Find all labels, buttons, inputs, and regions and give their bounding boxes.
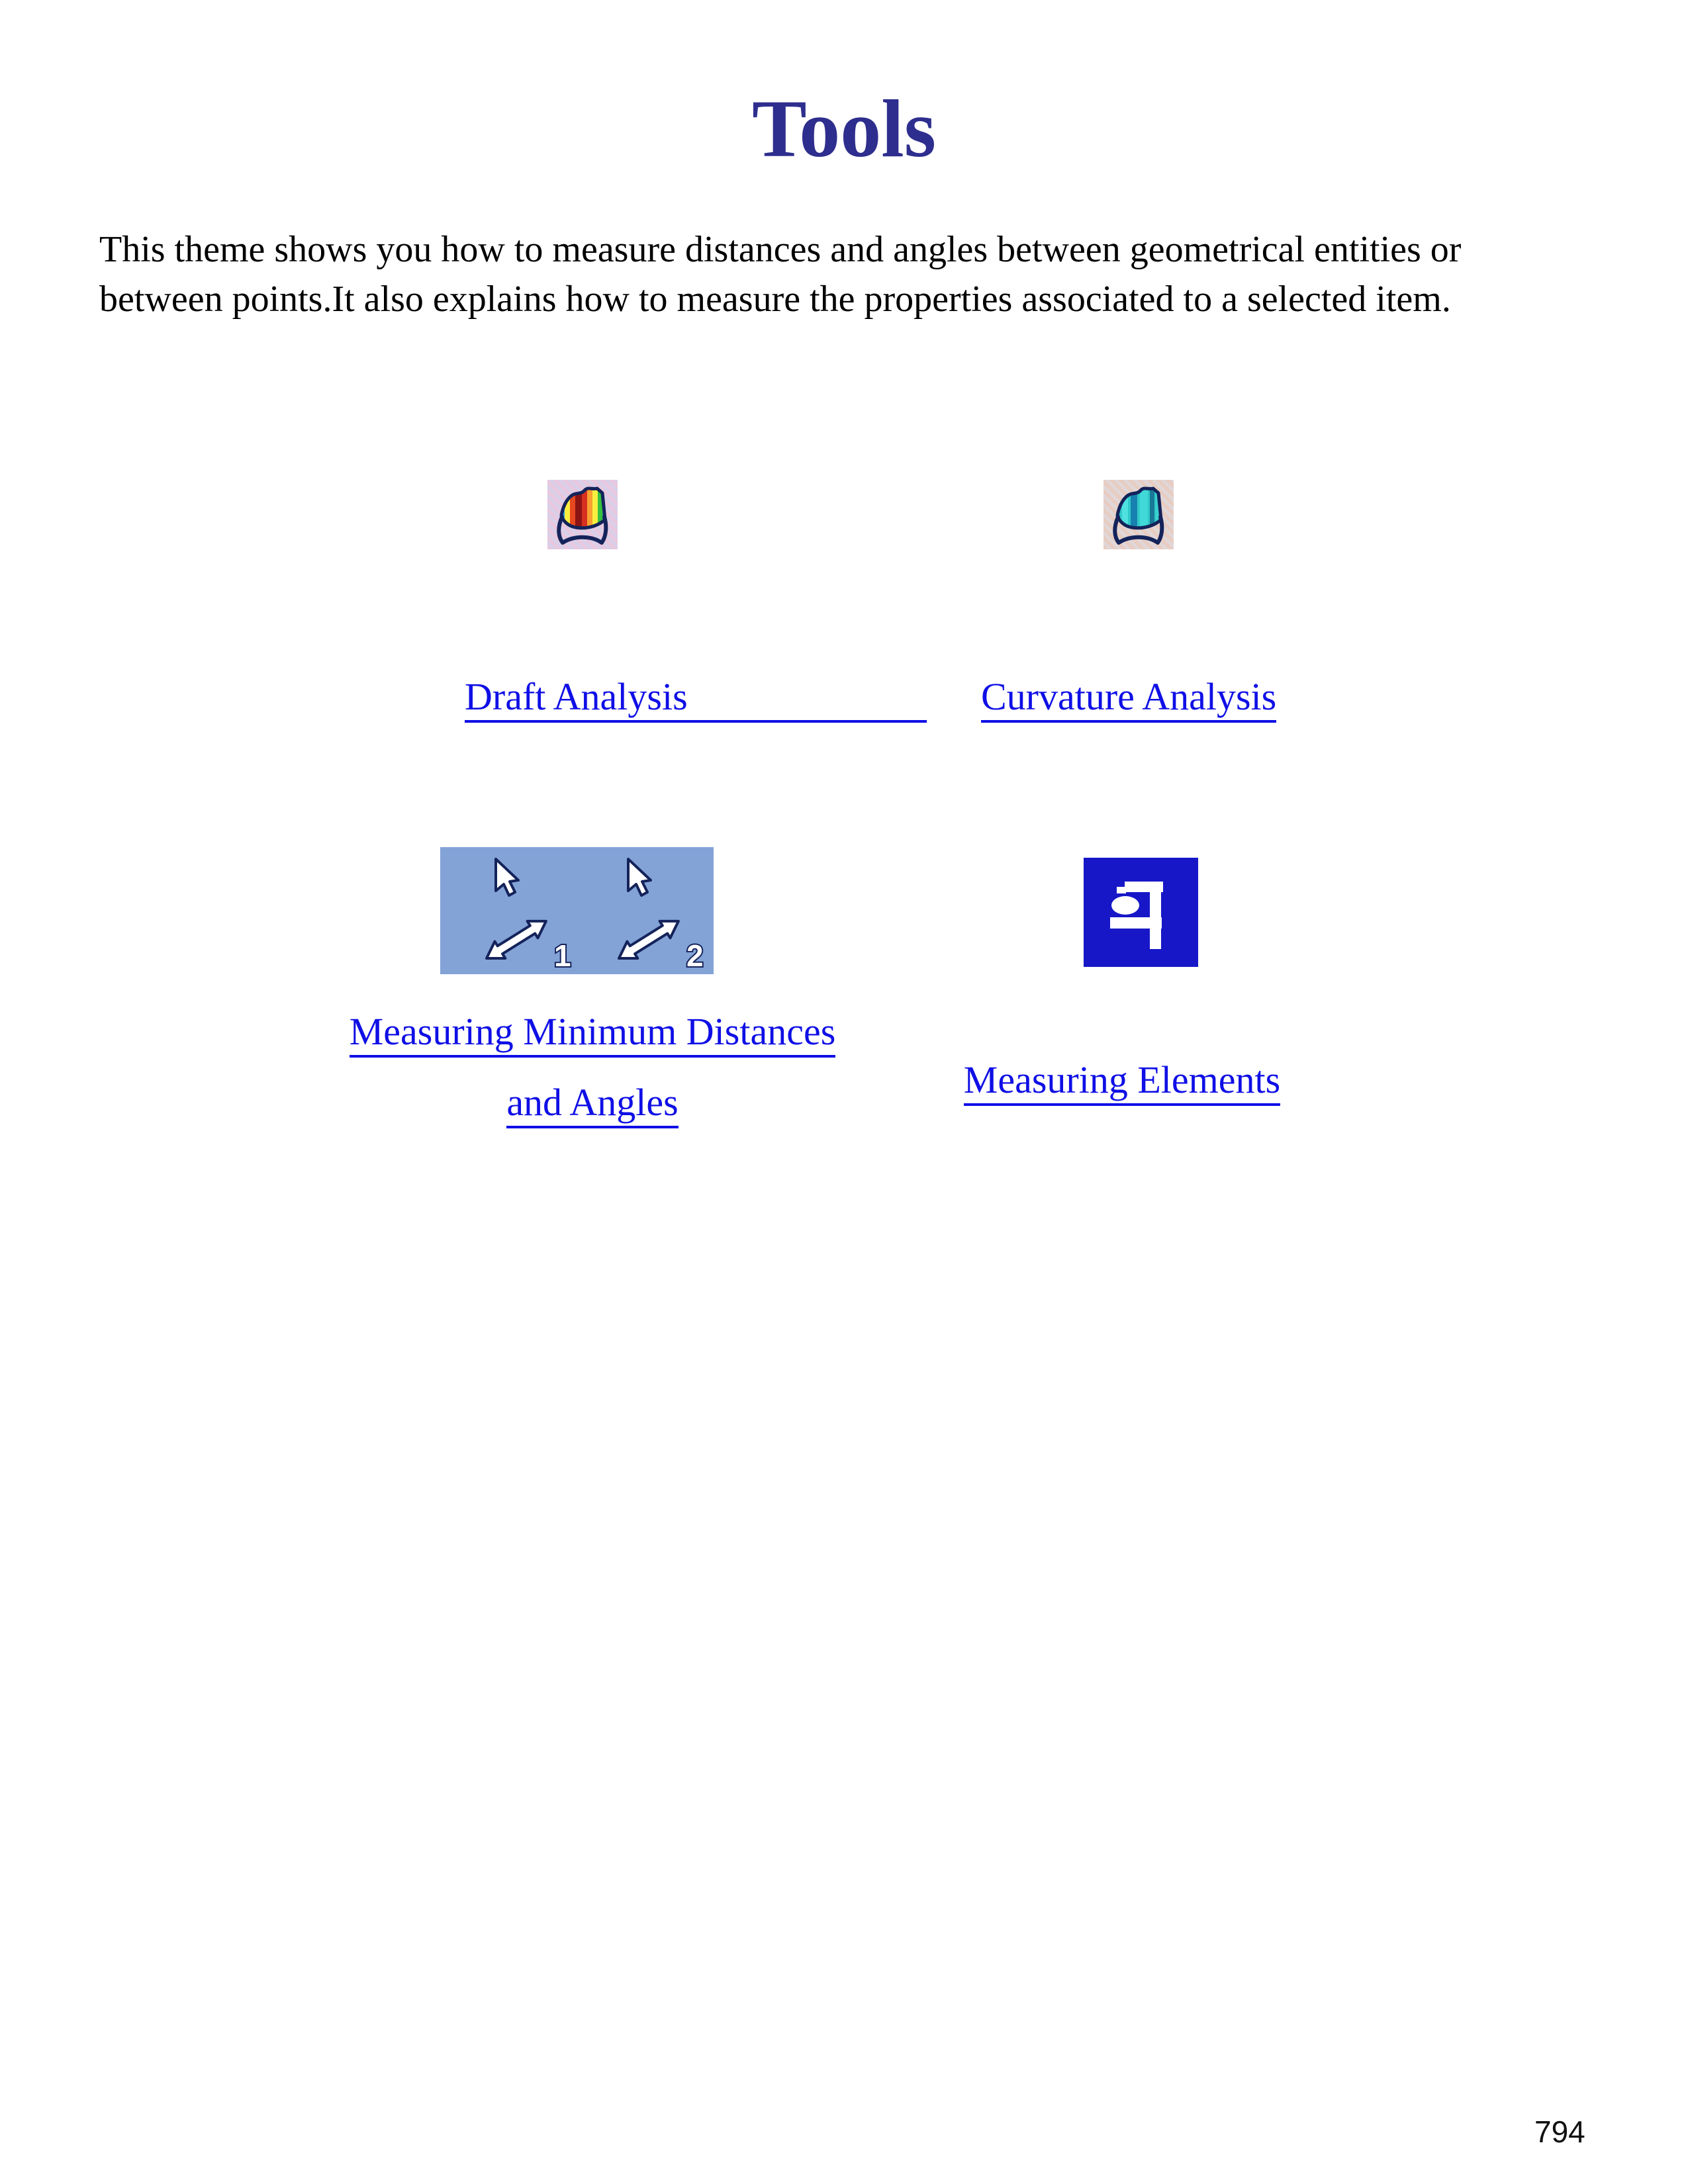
badge-2: 2 (686, 938, 704, 973)
rainbow-surface-glyph (547, 480, 618, 549)
curvature-analysis-icon[interactable] (1103, 480, 1174, 549)
page-number: 794 (1534, 2115, 1585, 2149)
measure-min-distances-icon[interactable] (440, 847, 714, 974)
draft-analysis-icon[interactable] (547, 480, 618, 549)
curvature-analysis-link[interactable]: Curvature Analysis (981, 674, 1276, 723)
badge-1: 1 (554, 938, 571, 973)
link-text-line: Measuring Elements (964, 1057, 1280, 1106)
link-text-line: and Angles (506, 1079, 678, 1128)
measuring-elements-link[interactable] (827, 1057, 1417, 1106)
double-arrow-icon (481, 913, 551, 967)
cyan-surface-glyph (1103, 480, 1174, 549)
cursor-arrow-icon (481, 859, 571, 973)
double-arrow-icon (614, 913, 684, 967)
page-title: Tools (751, 83, 937, 174)
link-text-line: Measuring Minimum Distances (350, 1009, 836, 1058)
caliper-glyph (1084, 858, 1198, 967)
measuring-min-distances-link[interactable] (298, 1009, 887, 1128)
cursor-measure-glyphs (440, 847, 714, 974)
cursor-arrow-icon (614, 859, 704, 973)
draft-analysis-link[interactable]: Draft Analysis (465, 674, 927, 723)
measuring-elements-icon[interactable] (1084, 858, 1198, 967)
intro-paragraph: This theme shows you how to measure distances and angles between geometrical entities or between points.It also explains how to measure the properties associated to a selected item. (99, 229, 1462, 320)
